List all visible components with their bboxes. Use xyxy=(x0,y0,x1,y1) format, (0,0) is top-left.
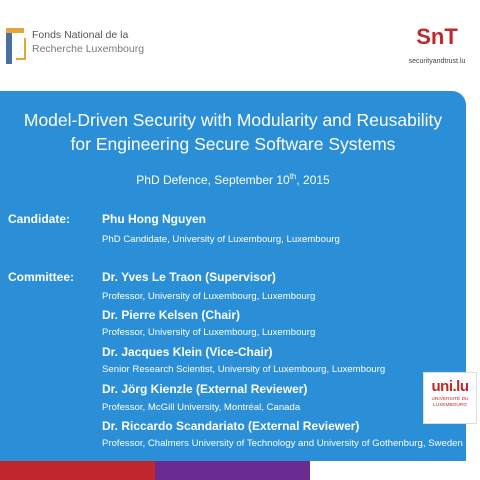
committee-member-name: Dr. Riccardo Scandariato (External Reviewer) xyxy=(102,419,360,433)
fnr-name-line1: Fonds National de la xyxy=(32,29,129,41)
candidate-affiliation: PhD Candidate, University of Luxembourg, Luxembourg xyxy=(102,234,340,245)
footer-purple-segment xyxy=(155,461,310,480)
snt-logo xyxy=(402,26,472,65)
committee-member-name: Dr. Pierre Kelsen (Chair) xyxy=(102,308,241,322)
unilu-mark: uni.lu xyxy=(431,378,469,395)
footer-bar xyxy=(0,461,480,480)
defence-date-year: , 2015 xyxy=(296,173,330,187)
committee-member-name: Dr. Yves Le Traon (Supervisor) xyxy=(102,270,276,284)
footer-white-segment xyxy=(310,461,480,480)
committee-member-affiliation: Professor, Chalmers University of Technology and University of Gothenburg, Sweden xyxy=(102,438,463,449)
title-line-1: Model-Driven Security with Modularity and Reusability xyxy=(23,110,443,130)
defence-date xyxy=(0,172,466,187)
committee-member-name: Dr. Jacques Klein (Vice-Chair) xyxy=(102,345,273,359)
unilu-line2: LUXEMBOURG xyxy=(432,403,468,408)
fnr-name-line2: Recherche Luxembourg xyxy=(32,43,145,55)
committee-member-affiliation: Professor, University of Luxembourg, Luxembourg xyxy=(102,291,316,302)
committee-member-name: Dr. Jörg Kienzle (External Reviewer) xyxy=(102,382,308,396)
candidate-label: Candidate: xyxy=(8,212,71,226)
defence-date-text: PhD Defence, September 10 xyxy=(136,173,290,187)
header xyxy=(0,0,480,90)
committee-member-affiliation: Professor, McGill University, Montréal, Canada xyxy=(102,402,301,413)
unilu-line1: UNIVERSITÉ DU xyxy=(431,397,469,402)
defence-date-sup: th xyxy=(289,172,297,181)
candidate-name: Phu Hong Nguyen xyxy=(102,212,206,226)
snt-logo-text: SnT xyxy=(416,24,458,49)
fnr-logo xyxy=(6,28,144,64)
committee-member-affiliation: Professor, University of Luxembourg, Luxembourg xyxy=(102,327,316,338)
presentation-title xyxy=(0,108,466,156)
footer-red-segment xyxy=(0,461,155,480)
university-luxembourg-logo xyxy=(423,372,477,424)
title-line-2: for Engineering Secure Software Systems xyxy=(70,134,396,154)
committee-label: Committee: xyxy=(8,270,75,284)
snt-url: securityandtrust.lu xyxy=(408,58,466,65)
fnr-logo-icon xyxy=(6,28,26,64)
committee-member-affiliation: Senior Research Scientist, University of Luxembourg, Luxembourg xyxy=(102,364,386,375)
